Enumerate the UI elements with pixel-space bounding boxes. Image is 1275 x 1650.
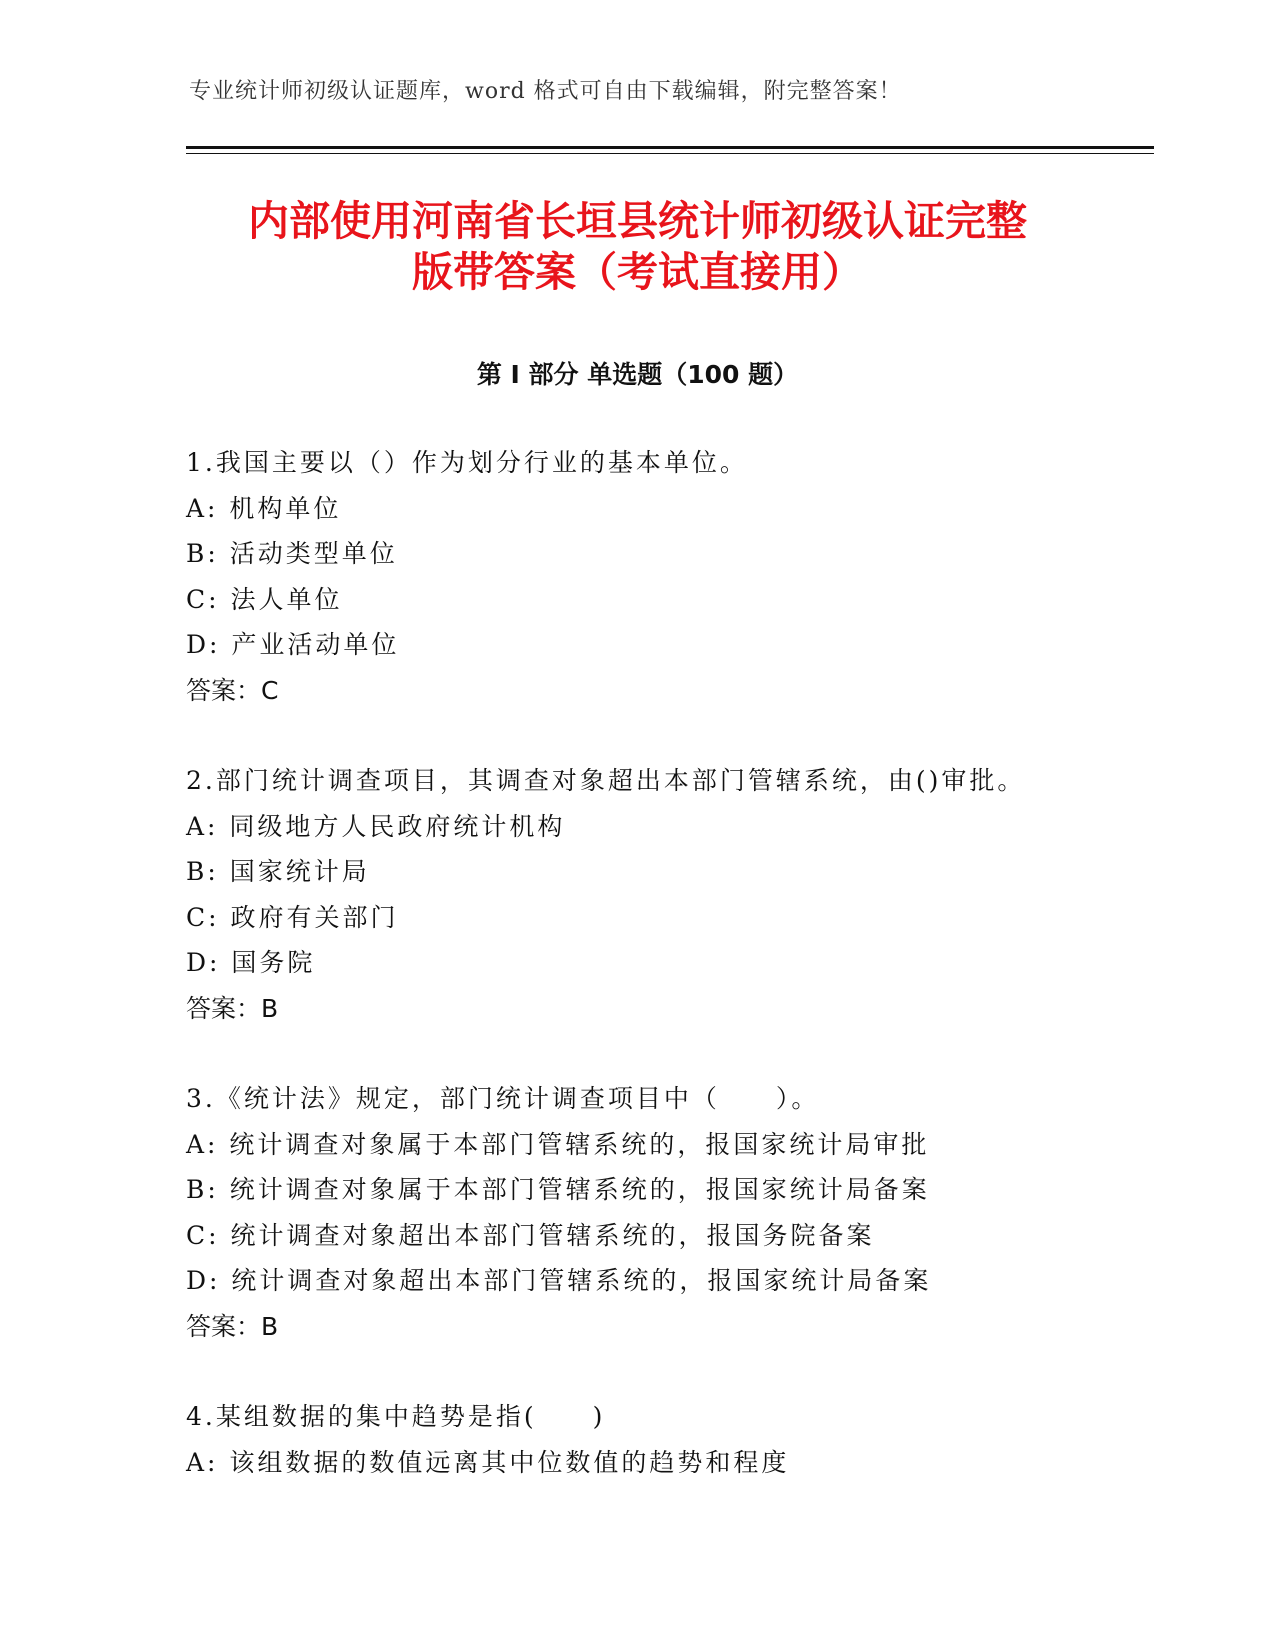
- option-c: C: 法人单位: [186, 584, 343, 614]
- option-b: B: 国家统计局: [186, 857, 370, 886]
- option-a: A: 同级地方人民政府统计机构: [186, 811, 566, 841]
- header-rule-thin: [186, 153, 1154, 154]
- document-title-line-2: 版带答案（考试直接用）: [412, 248, 863, 296]
- answer: 答案：B: [186, 993, 279, 1023]
- answer: 答案：B: [186, 1311, 279, 1341]
- question-2: [186, 758, 1166, 1031]
- question-stem: 4.某组数据的集中趋势是指( ): [186, 1402, 606, 1431]
- option-c: C: 政府有关部门: [186, 902, 399, 932]
- question-3: [186, 1076, 1166, 1349]
- option-b: B: 统计调查对象属于本部门管辖系统的，报国家统计局备案: [186, 1175, 930, 1204]
- question-1: [186, 440, 1166, 713]
- question-stem: 3.《统计法》规定，部门统计调查项目中（ ）。: [186, 1084, 820, 1113]
- option-a: A: 统计调查对象属于本部门管辖系统的，报国家统计局审批: [186, 1129, 930, 1159]
- document-title: [150, 196, 1125, 298]
- answer: 答案：C: [186, 675, 279, 705]
- document-title-line-1: 内部使用河南省长垣县统计师初级认证完整: [248, 197, 1027, 245]
- option-d: D: 国务院: [186, 948, 316, 977]
- option-c: C: 统计调查对象超出本部门管辖系统的，报国务院备案: [186, 1220, 875, 1250]
- question-4: [186, 1394, 1166, 1485]
- option-b: B: 活动类型单位: [186, 539, 398, 568]
- option-a: A: 机构单位: [186, 493, 342, 523]
- header-rule-thick: [186, 146, 1154, 149]
- question-list: [186, 440, 1166, 1530]
- question-stem: 1.我国主要以（）作为划分行业的基本单位。: [186, 448, 748, 477]
- question-stem: 2.部门统计调查项目，其调查对象超出本部门管辖系统，由()审批。: [186, 766, 1026, 795]
- option-a: A: 该组数据的数值远离其中位数值的趋势和程度: [186, 1447, 790, 1477]
- section-title: 第 I 部分 单选题（100 题）: [476, 360, 799, 389]
- option-d: D: 统计调查对象超出本部门管辖系统的，报国家统计局备案: [186, 1266, 932, 1295]
- option-d: D: 产业活动单位: [186, 630, 400, 659]
- header-note: 专业统计师初级认证题库，word 格式可自由下载编辑，附完整答案！: [189, 79, 902, 104]
